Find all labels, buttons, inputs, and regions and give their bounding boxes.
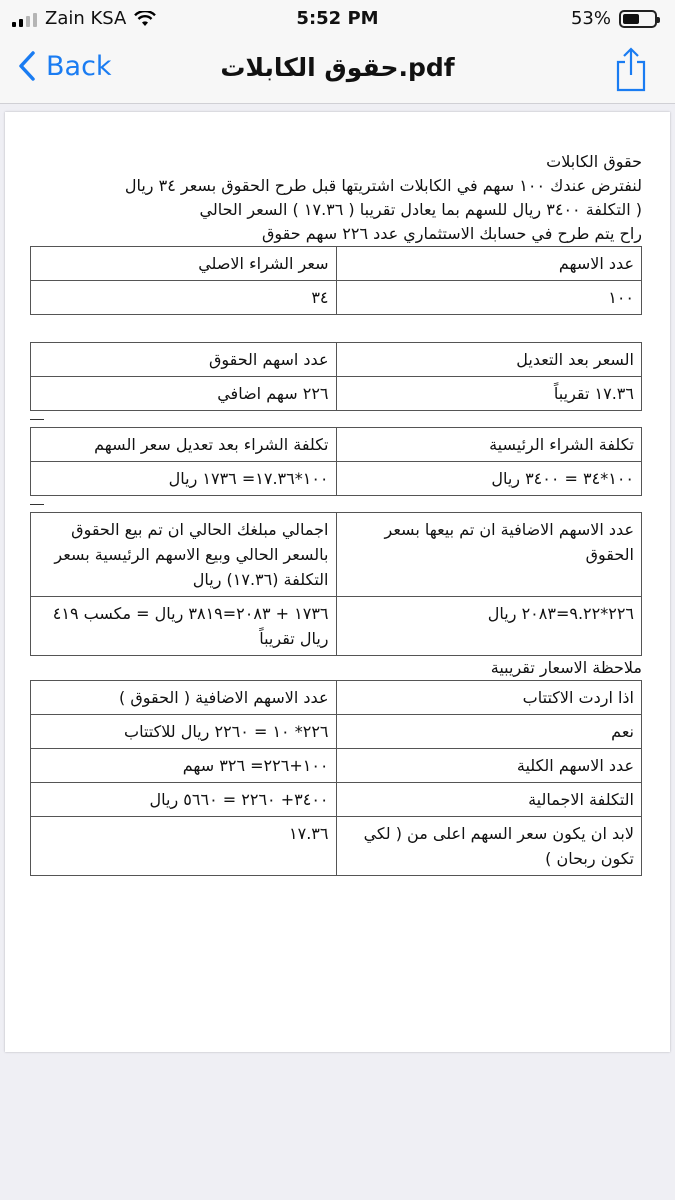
table-cell: السعر بعد التعديل bbox=[336, 343, 642, 377]
pdf-page bbox=[5, 112, 670, 1052]
table-row bbox=[31, 749, 642, 783]
table-row bbox=[31, 681, 642, 715]
doc-intro-line: راح يتم طرح في حسابك الاستثماري عدد ٢٢٦ سهم حقوق bbox=[261, 224, 642, 243]
table-cell: اجمالي مبلغك الحالي ان تم بيع الحقوق بالسعر الحالي وبيع الاسهم الرئيسية بسعر التكلفة (١٧.٣٦) ريال bbox=[31, 513, 337, 597]
table-cell: ١٠٠+٢٢٦= ٣٢٦ سهم bbox=[31, 749, 337, 783]
table-row bbox=[31, 343, 642, 377]
table-row bbox=[31, 377, 642, 411]
table-cell: سعر الشراء الاصلي bbox=[31, 247, 337, 281]
table-cell: ١٠٠ bbox=[336, 281, 642, 315]
table-row bbox=[31, 715, 642, 749]
carrier-name: Zain KSA bbox=[45, 8, 127, 29]
navigation-bar bbox=[0, 38, 675, 104]
table-adjusted-price bbox=[30, 342, 642, 411]
table-row bbox=[31, 281, 642, 315]
doc-intro-line: ( التكلفة ٣٤٠٠ ريال للسهم بما يعادل تقريبا ( ١٧.٣٦ ) السعر الحالي bbox=[199, 200, 642, 219]
table-cell: تكلفة الشراء الرئيسية bbox=[336, 428, 642, 462]
table-cell: نعم bbox=[336, 715, 642, 749]
table-cell: اذا اردت الاكتتاب bbox=[336, 681, 642, 715]
table-cell: ١٧٣٦ + ٢٠٨٣=٣٨١٩ ريال = مكسب ٤١٩ ريال تقريباً bbox=[31, 597, 337, 656]
table-row bbox=[31, 428, 642, 462]
document-title: حقوق الكابلات.pdf bbox=[220, 53, 455, 82]
spacer bbox=[30, 315, 642, 342]
table-cell: التكلفة الاجمالية bbox=[336, 783, 642, 817]
table-row bbox=[31, 247, 642, 281]
table-row bbox=[31, 783, 642, 817]
table-cell: عدد الاسهم bbox=[336, 247, 642, 281]
table-cell: ١٧.٣٦ bbox=[31, 817, 337, 876]
table-purchase-cost bbox=[30, 427, 642, 496]
table-cell: لابد ان يكون سعر السهم اعلى من ( لكي تكون ربحان ) bbox=[336, 817, 642, 876]
share-button[interactable] bbox=[615, 46, 647, 96]
table-cell: ١٠٠*١٧.٣٦= ١٧٣٦ ريال bbox=[31, 462, 337, 496]
table-cell: ١٧.٣٦ تقريباً bbox=[336, 377, 642, 411]
doc-heading: حقوق الكابلات bbox=[546, 152, 642, 171]
table-cell: عدد الاسهم الكلية bbox=[336, 749, 642, 783]
doc-note: ملاحظة الاسعار تقريبية bbox=[490, 658, 642, 677]
table-cell: عدد الاسهم الاضافية ان تم بيعها بسعر الحقوق bbox=[336, 513, 642, 597]
table-cell: ٢٢٦* ١٠ = ٢٢٦٠ ريال للاكتتاب bbox=[31, 715, 337, 749]
table-cell: تكلفة الشراء بعد تعديل سعر السهم bbox=[31, 428, 337, 462]
battery-percent: 53% bbox=[570, 8, 611, 29]
table-cell: عدد اسهم الحقوق bbox=[31, 343, 337, 377]
table-cell: ١٠٠*٣٤ = ٣٤٠٠ ريال bbox=[336, 462, 642, 496]
back-label: Back bbox=[46, 50, 112, 82]
table-cell: عدد الاسهم الاضافية ( الحقوق ) bbox=[31, 681, 337, 715]
table-row bbox=[31, 817, 642, 876]
table-cell: ٢٢٦ سهم اضافي bbox=[31, 377, 337, 411]
table-cell: ٢٢٦*٩.٢٢=٢٠٨٣ ريال bbox=[336, 597, 642, 656]
share-icon bbox=[615, 46, 647, 92]
separator-dash bbox=[30, 496, 642, 512]
status-bar bbox=[0, 0, 675, 38]
table-row bbox=[31, 462, 642, 496]
table-cell: ٣٤٠٠+ ٢٢٦٠ = ٥٦٦٠ ريال bbox=[31, 783, 337, 817]
doc-intro-line: لنفترض عندك ١٠٠ سهم في الكابلات اشتريتها قبل طرح الحقوق بسعر ٣٤ ريال bbox=[124, 176, 642, 195]
table-rights-sale bbox=[30, 512, 642, 656]
table-shares-price bbox=[30, 246, 642, 315]
table-subscription bbox=[30, 680, 642, 876]
table-row bbox=[31, 597, 642, 656]
clock: 5:52 PM bbox=[296, 8, 379, 29]
table-cell: ٣٤ bbox=[31, 281, 337, 315]
separator-dash bbox=[30, 411, 642, 427]
battery-level bbox=[623, 14, 639, 24]
battery-icon bbox=[619, 10, 657, 28]
document-content bbox=[30, 150, 642, 876]
table-row bbox=[31, 513, 642, 597]
